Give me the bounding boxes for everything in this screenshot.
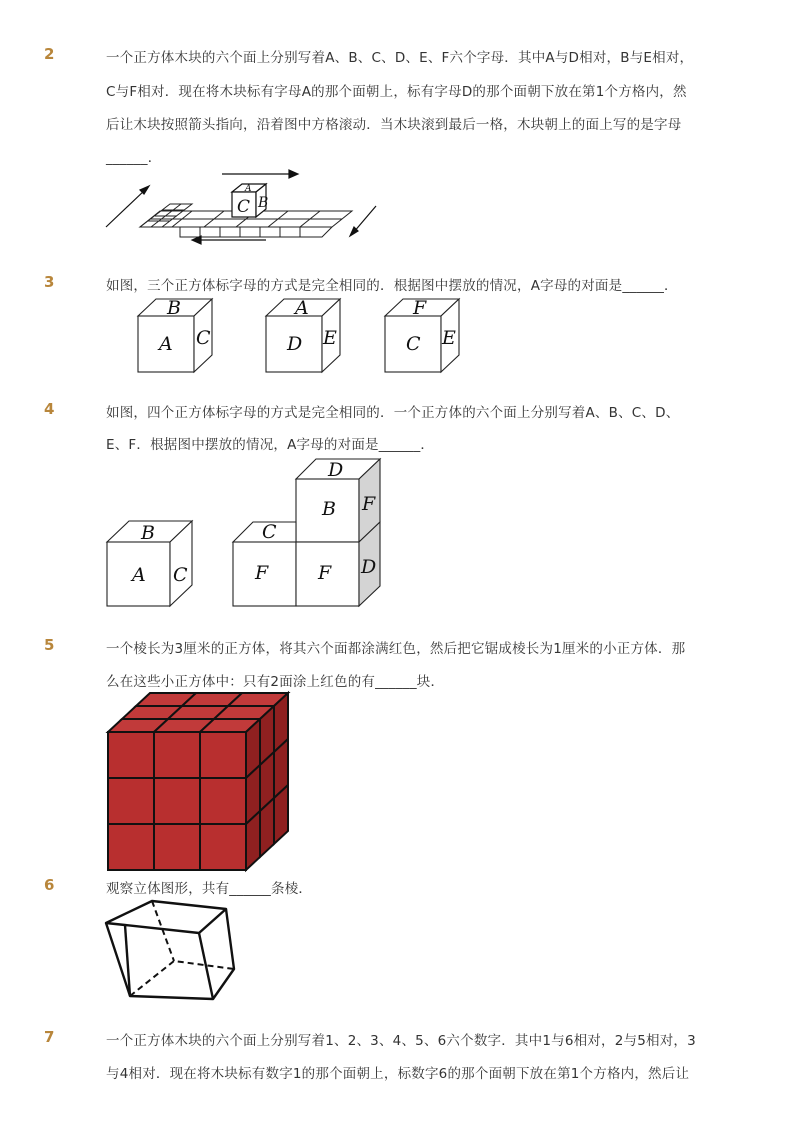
question-number-7: 7 (44, 1028, 55, 1046)
upper-cube-front-letter: B (322, 498, 336, 520)
right-cube-front-letter: F (318, 562, 332, 584)
right-cube-side-letter: D (361, 556, 377, 578)
cube-3-top-letter: F (413, 297, 427, 319)
question-7-line-2: 与4相对．现在将木块标有数字1的那个面朝上，标数字6的那个面朝下放在第1个方格内，然后让 (106, 1066, 690, 1082)
question-number-4: 4 (44, 400, 55, 418)
front-face-cell (200, 732, 246, 778)
three-cubes-figure (130, 296, 470, 376)
front-face-cell (200, 778, 246, 824)
single-cube-top-letter: B (141, 522, 155, 544)
question-5-line-1: 一个棱长为3厘米的正方体，将其六个面都涂满红色，然后把它锯成棱长为1厘米的小正方体．那 (106, 641, 686, 657)
front-face-cell (154, 824, 200, 870)
front-face-cell (108, 732, 154, 778)
question-number-5: 5 (44, 636, 55, 654)
cube-front-letter: C (237, 197, 251, 217)
question-6-line-1: 观察立体图形，共有______条棱． (106, 881, 313, 897)
question-number-2: 2 (44, 45, 55, 63)
cube-1-top-letter: B (167, 297, 181, 319)
cube-1-front-letter: A (159, 333, 173, 355)
cube-top-letter: A (245, 184, 252, 194)
cube-3-side-letter: E (442, 327, 456, 349)
front-face-cell (108, 778, 154, 824)
left-cube-top-letter: C (262, 521, 277, 543)
cube-2-front-letter: D (287, 333, 303, 355)
single-cube-side-letter: C (173, 564, 188, 586)
question-4-line-2: E、F．根据图中摆放的情况，A字母的对面是______． (106, 437, 435, 453)
cube-1-side-letter: C (196, 327, 211, 349)
front-face-cell (154, 778, 200, 824)
question-7-line-1: 一个正方体木块的六个面上分别写着1、2、3、4、5、6六个数字．其中1与6相对，2与5相对，3 (106, 1033, 696, 1049)
cube-3-front-letter: C (406, 333, 421, 355)
question-2-line-1: 一个正方体木块的六个面上分别写着A、B、C、D、E、F六个字母．其中A与D相对，B与E相对， (106, 50, 694, 66)
red-cube-figure (100, 688, 270, 853)
question-2-line-4: ______． (106, 150, 162, 166)
front-face-cell (154, 732, 200, 778)
question-number-3: 3 (44, 273, 55, 291)
upper-cube-top-letter: D (328, 459, 344, 481)
front-face-cell (200, 824, 246, 870)
question-number-6: 6 (44, 876, 55, 894)
question-3-line-1: 如图，三个正方体标字母的方式是完全相同的．根据图中摆放的情况，A字母的对面是______． (106, 278, 678, 294)
question-2-line-3: 后让木块按照箭头指向，沿着图中方格滚动．当木块滚到最后一格，木块朝上的面上写的是字母 (106, 117, 682, 133)
single-cube-front-letter: A (132, 564, 146, 586)
cube-2-side-letter: E (323, 327, 337, 349)
four-cubes-figure (100, 455, 390, 615)
question-5-line-2: 么在这些小正方体中：只有2面涂上红色的有______块． (106, 674, 445, 690)
rolling-cube-figure (100, 165, 390, 250)
question-2-line-2: C与F相对．现在将木块标有字母A的那个面朝上，标有字母D的那个面朝下放在第1个方格内，然 (106, 84, 687, 100)
prism-figure (100, 893, 250, 1008)
left-cube-front-letter: F (255, 562, 269, 584)
cube-side-letter: B (258, 195, 269, 211)
cube-2-top-letter: A (295, 297, 309, 319)
upper-cube-side-letter: F (362, 493, 376, 515)
question-4-line-1: 如图，四个正方体标字母的方式是完全相同的．一个正方体的六个面上分别写着A、B、C、D、 (106, 405, 680, 421)
front-face-cell (108, 824, 154, 870)
